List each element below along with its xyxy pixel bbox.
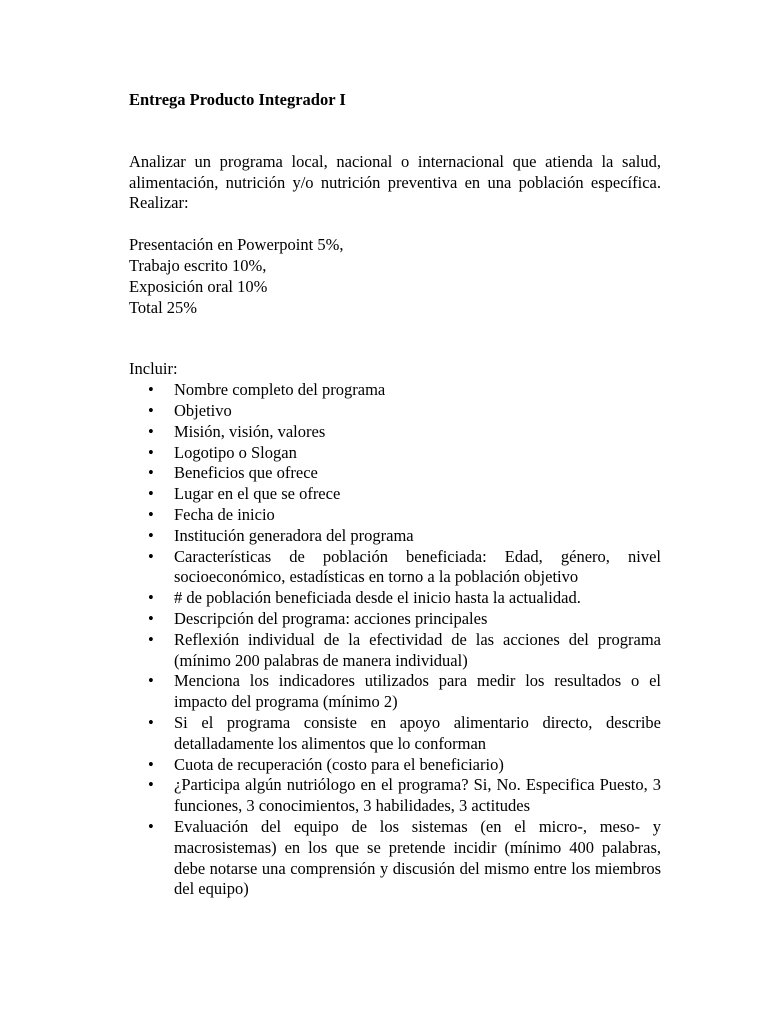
list-item <box>129 401 661 422</box>
bullet-icon: • <box>148 816 154 836</box>
list-item <box>129 630 661 672</box>
list-item <box>129 526 661 547</box>
include-label: Incluir: <box>129 359 178 379</box>
bullet-icon: • <box>148 546 154 566</box>
list-item-text: Objetivo <box>174 400 232 420</box>
list-item-text: Beneficios que ofrece <box>174 463 318 483</box>
list-item <box>129 484 661 505</box>
list-item <box>129 547 661 589</box>
list-item-text: Cuota de recuperación (costo para el beneficiario) <box>174 754 504 774</box>
bullet-icon: • <box>148 400 154 420</box>
list-item-text: Si el programa consiste en apoyo alimentario directo, describe detalladamente los alimentos que lo conforman <box>174 712 661 753</box>
list-item <box>129 505 661 526</box>
list-item <box>129 671 661 713</box>
list-item-text: Fecha de inicio <box>174 504 275 524</box>
bullet-icon: • <box>148 712 154 732</box>
grading-line-written-work: Trabajo escrito 10%, <box>129 255 267 275</box>
list-item <box>129 755 661 776</box>
grading-line-presentation: Presentación en Powerpoint 5%, <box>129 235 344 255</box>
bullet-icon: • <box>148 588 154 608</box>
list-item <box>129 422 661 443</box>
bullet-icon: • <box>148 629 154 649</box>
bullet-icon: • <box>148 380 154 400</box>
grading-line-total: Total 25% <box>129 297 198 317</box>
bullet-icon: • <box>148 775 154 795</box>
list-item-text: ¿Participa algún nutriólogo en el programa? Si, No. Especifica Puesto, 3 funciones, 3 conocimientos, 3 habilidades, 3 actitudes <box>174 775 661 816</box>
list-item-text: Logotipo o Slogan <box>174 442 297 462</box>
list-item <box>129 588 661 609</box>
intro-paragraph: Analizar un programa local, nacional o internacional que atienda la salud, alimentación, nutrición y/o nutrición preventiva en una población específica. Realizar: <box>129 151 661 213</box>
list-item-text: # de población beneficiada desde el inicio hasta la actualidad. <box>174 588 581 608</box>
bullet-icon: • <box>148 671 154 691</box>
bullet-icon: • <box>148 442 154 462</box>
list-item <box>129 443 661 464</box>
list-item-text: Lugar en el que se ofrece <box>174 484 341 504</box>
bullet-icon: • <box>148 754 154 774</box>
bullet-icon: • <box>148 463 154 483</box>
bullet-icon: • <box>148 484 154 504</box>
list-item-text: Institución generadora del programa <box>174 525 414 545</box>
document-title: Entrega Producto Integrador I <box>129 90 346 109</box>
bullet-icon: • <box>148 504 154 524</box>
list-item <box>129 713 661 755</box>
list-item-text: Descripción del programa: acciones principales <box>174 608 488 628</box>
list-item-text: Reflexión individual de la efectividad de las acciones del programa (mínimo 200 palabras de manera individual) <box>174 629 661 670</box>
list-item-text: Menciona los indicadores utilizados para medir los resultados o el impacto del programa (mínimo 2) <box>174 671 661 712</box>
bullet-icon: • <box>148 421 154 441</box>
list-item-text: Evaluación del equipo de los sistemas (en el micro-, meso- y macrosistemas) en los que se pretende incidir (mínimo 400 palabras, debe notarse una comprensión y discusión del mismo entre los miembros del equipo) <box>174 816 661 899</box>
bullet-icon: • <box>148 525 154 545</box>
list-item <box>129 775 661 817</box>
grading-line-oral-exposition: Exposición oral 10% <box>129 276 268 296</box>
list-item-text: Características de población beneficiada: Edad, género, nivel socioeconómico, estadísticas en torno a la población objetivo <box>174 546 661 587</box>
requirements-list <box>129 380 661 900</box>
grading-breakdown <box>129 235 661 318</box>
bullet-icon: • <box>148 608 154 628</box>
list-item-text: Nombre completo del programa <box>174 380 386 400</box>
list-item <box>129 463 661 484</box>
list-item <box>129 609 661 630</box>
list-item-text: Misión, visión, valores <box>174 421 326 441</box>
document-page <box>129 90 661 900</box>
list-item <box>129 380 661 401</box>
list-item <box>129 817 661 900</box>
